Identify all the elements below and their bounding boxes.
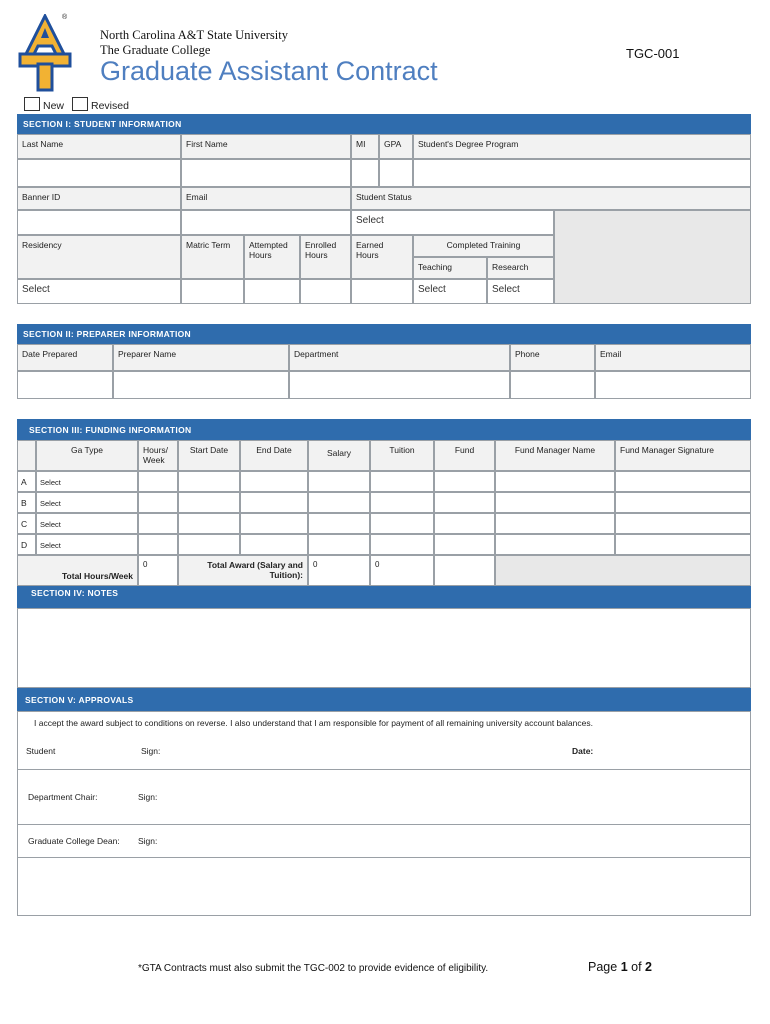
last-name-input[interactable] xyxy=(17,159,181,187)
preparer-email-label: Email xyxy=(595,344,751,371)
fund-manager-name-input[interactable] xyxy=(495,513,615,534)
funding-row-letter: A xyxy=(17,471,36,492)
end-date-input[interactable] xyxy=(240,534,308,555)
date-prepared-label: Date Prepared xyxy=(17,344,113,371)
student-status-select[interactable]: Select xyxy=(351,210,554,235)
degree-program-label: Student's Degree Program xyxy=(413,134,751,159)
teaching-select[interactable]: Select xyxy=(413,279,487,304)
divider xyxy=(17,769,751,770)
fund-manager-name-header: Fund Manager Name xyxy=(495,440,615,471)
grey-filler xyxy=(554,210,751,304)
teaching-label: Teaching xyxy=(413,257,487,279)
form-number: TGC-001 xyxy=(626,46,680,61)
total-fund-cell xyxy=(434,555,495,586)
fund-manager-signature-input[interactable] xyxy=(615,513,751,534)
student-status-label: Student Status xyxy=(351,187,751,210)
revised-checkbox[interactable] xyxy=(72,97,88,111)
preparer-name-label: Preparer Name xyxy=(113,344,289,371)
fund-input[interactable] xyxy=(434,471,495,492)
fund-input[interactable] xyxy=(434,513,495,534)
salary-input[interactable] xyxy=(308,513,370,534)
page-total: 2 xyxy=(645,960,652,974)
research-select[interactable]: Select xyxy=(487,279,554,304)
university-line: North Carolina A&T State University xyxy=(100,28,288,42)
funding-row-letter: C xyxy=(17,513,36,534)
attempted-hours-input[interactable] xyxy=(244,279,300,304)
student-label: Student xyxy=(26,746,56,756)
fund-manager-name-input[interactable] xyxy=(495,534,615,555)
email-label: Email xyxy=(181,187,351,210)
page-prefix: Page xyxy=(588,960,618,974)
matric-term-input[interactable] xyxy=(181,279,244,304)
total-hours-label: Total Hours/Week xyxy=(17,555,138,586)
hours-week-input[interactable] xyxy=(138,534,178,555)
salary-input[interactable] xyxy=(308,471,370,492)
page-indicator xyxy=(588,960,652,974)
student-sign-label: Sign: xyxy=(141,746,161,756)
revised-label: Revised xyxy=(91,100,129,112)
ga-type-select[interactable]: Select xyxy=(36,534,138,555)
start-date-header: Start Date xyxy=(178,440,240,471)
dean-sign-label: Sign: xyxy=(138,836,158,846)
tuition-input[interactable] xyxy=(370,513,434,534)
department-label: Department xyxy=(289,344,510,371)
fund-manager-signature-input[interactable] xyxy=(615,534,751,555)
notes-textarea[interactable] xyxy=(17,608,751,688)
fund-input[interactable] xyxy=(434,492,495,513)
mi-label: MI xyxy=(351,134,379,159)
hours-week-input[interactable] xyxy=(138,513,178,534)
tuition-input[interactable] xyxy=(370,534,434,555)
enrolled-hours-label: Enrolled Hours xyxy=(300,235,351,279)
preparer-name-input[interactable] xyxy=(113,371,289,399)
start-date-input[interactable] xyxy=(178,492,240,513)
section-1-header: SECTION I: STUDENT INFORMATION xyxy=(17,114,751,134)
end-date-input[interactable] xyxy=(240,492,308,513)
registered-mark: ® xyxy=(62,14,68,21)
totals-grey-filler xyxy=(495,555,751,586)
funding-row-letter: D xyxy=(17,534,36,555)
banner-id-input[interactable] xyxy=(17,210,181,235)
page-of: of xyxy=(631,960,642,974)
first-name-input[interactable] xyxy=(181,159,351,187)
start-date-input[interactable] xyxy=(178,471,240,492)
banner-id-label: Banner ID xyxy=(17,187,181,210)
row-letter-header xyxy=(17,440,36,471)
tuition-input[interactable] xyxy=(370,471,434,492)
fund-manager-signature-input[interactable] xyxy=(615,471,751,492)
section-2-header: SECTION II: PREPARER INFORMATION xyxy=(17,324,751,344)
ga-type-header: Ga Type xyxy=(36,440,138,471)
start-date-input[interactable] xyxy=(178,513,240,534)
date-prepared-input[interactable] xyxy=(17,371,113,399)
department-input[interactable] xyxy=(289,371,510,399)
date-label: Date: xyxy=(572,746,594,756)
enrolled-hours-input[interactable] xyxy=(300,279,351,304)
section-5-header: SECTION V: APPROVALS xyxy=(17,688,751,711)
college-line: The Graduate College xyxy=(100,43,211,57)
section-4-header: SECTION IV: NOTES xyxy=(17,586,751,608)
tuition-header: Tuition xyxy=(370,440,434,471)
residency-select[interactable]: Select xyxy=(17,279,181,304)
end-date-input[interactable] xyxy=(240,471,308,492)
completed-training-label: Completed Training xyxy=(413,235,554,257)
salary-input[interactable] xyxy=(308,492,370,513)
fund-manager-name-input[interactable] xyxy=(495,471,615,492)
first-name-label: First Name xyxy=(181,134,351,159)
fund-input[interactable] xyxy=(434,534,495,555)
attempted-hours-label: Attempted Hours xyxy=(244,235,300,279)
divider xyxy=(17,824,751,825)
ga-type-select[interactable]: Select xyxy=(36,513,138,534)
total-salary-value: 0 xyxy=(308,555,370,586)
phone-label: Phone xyxy=(510,344,595,371)
fund-manager-name-input[interactable] xyxy=(495,492,615,513)
phone-input[interactable] xyxy=(510,371,595,399)
dean-label: Graduate College Dean: xyxy=(28,836,120,846)
new-checkbox[interactable] xyxy=(24,97,40,111)
page-number: 1 xyxy=(620,960,628,974)
university-name xyxy=(100,28,288,58)
blank-area xyxy=(17,858,751,916)
approval-statement: I accept the award subject to conditions on reverse. I also understand that I am responsible for payment of all remaining university account balances. xyxy=(34,718,593,728)
hours-week-input[interactable] xyxy=(138,471,178,492)
section-3-header: SECTION III: FUNDING INFORMATION xyxy=(17,419,751,440)
residency-label: Residency xyxy=(17,235,181,279)
ga-type-select[interactable]: Select xyxy=(36,471,138,492)
dept-chair-label: Department Chair: xyxy=(28,792,98,802)
fund-manager-signature-header: Fund Manager Signature xyxy=(615,440,751,471)
degree-program-input[interactable] xyxy=(413,159,751,187)
total-award-label: Total Award (Salary and Tuition): xyxy=(178,555,308,586)
new-label: New xyxy=(43,100,65,112)
dept-chair-sign-label: Sign: xyxy=(138,792,158,802)
gpa-label: GPA xyxy=(379,134,413,159)
total-tuition-value: 0 xyxy=(370,555,434,586)
end-date-input[interactable] xyxy=(240,513,308,534)
total-hours-value: 0 xyxy=(138,555,178,586)
end-date-header: End Date xyxy=(240,440,308,471)
funding-row-letter: B xyxy=(17,492,36,513)
salary-input[interactable] xyxy=(308,534,370,555)
page-title: Graduate Assistant Contract xyxy=(100,56,438,86)
preparer-email-input[interactable] xyxy=(595,371,751,399)
earned-hours-label: Earned Hours xyxy=(351,235,413,279)
hours-week-header: Hours/ Week xyxy=(138,440,178,471)
email-input[interactable] xyxy=(181,210,351,235)
tuition-input[interactable] xyxy=(370,492,434,513)
earned-hours-input[interactable] xyxy=(351,279,413,304)
research-label: Research xyxy=(487,257,554,279)
mi-input[interactable] xyxy=(351,159,379,187)
fund-manager-signature-input[interactable] xyxy=(615,492,751,513)
hours-week-input[interactable] xyxy=(138,492,178,513)
footer-note: *GTA Contracts must also submit the TGC-002 to provide evidence of eligibility. xyxy=(138,963,489,974)
ga-type-select[interactable]: Select xyxy=(36,492,138,513)
gpa-input[interactable] xyxy=(379,159,413,187)
matric-term-label: Matric Term xyxy=(181,235,244,279)
start-date-input[interactable] xyxy=(178,534,240,555)
salary-header: Salary xyxy=(308,440,370,471)
university-logo xyxy=(14,14,76,94)
fund-header: Fund xyxy=(434,440,495,471)
approvals-box xyxy=(17,711,751,858)
last-name-label: Last Name xyxy=(17,134,181,159)
